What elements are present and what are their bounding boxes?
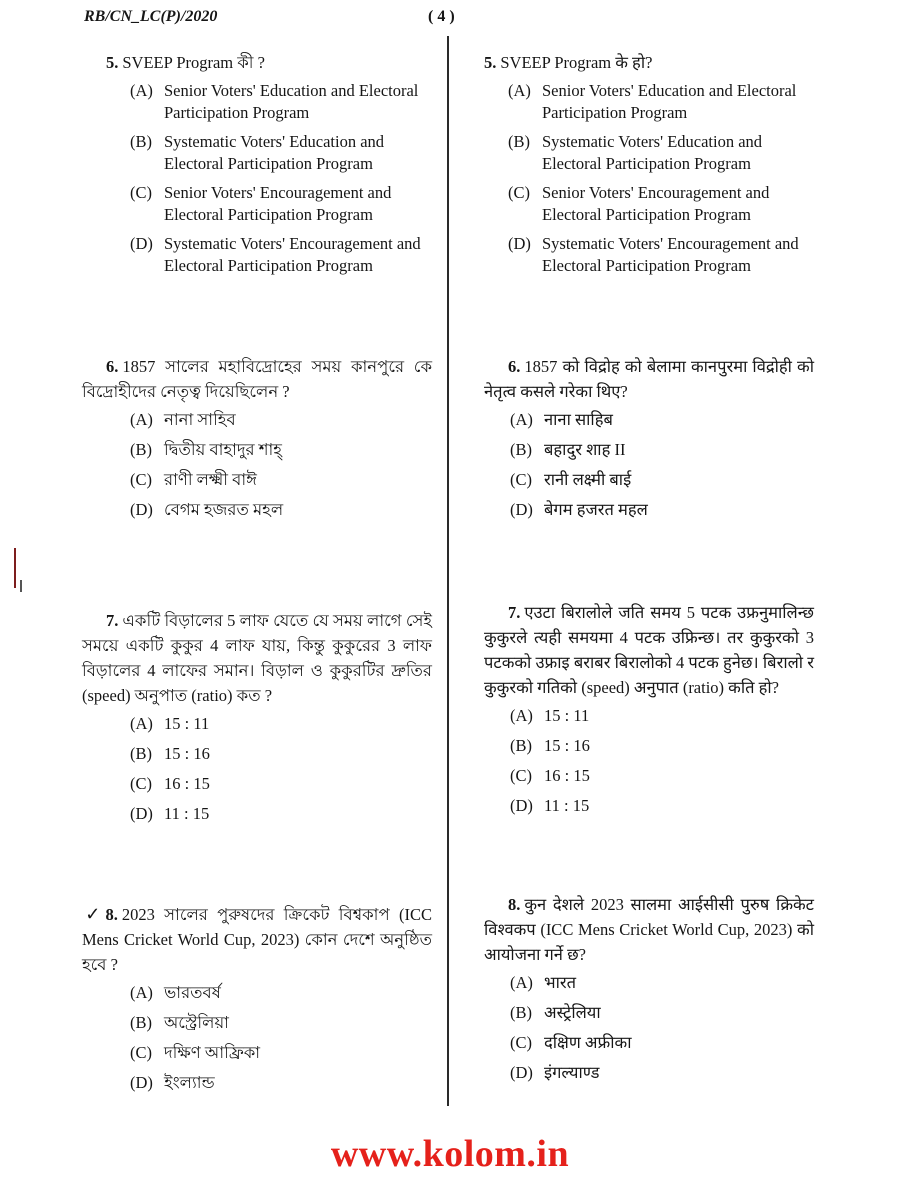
question-8-nepali bbox=[484, 892, 814, 1092]
option-label: (B) bbox=[130, 1013, 152, 1032]
question-7-nepali bbox=[484, 600, 814, 825]
question-text: একটি বিড়ালের 5 লাফ যেতে যে সময় লাগে সেই সময়ে একটি কুকুর 4 লাফ যায়, কিন্তু কুকুরের 3 লাফ বিড়ালের 4 লাফের সমান। বিড়াল ও কুকুরটির দ্রুতির (speed) অনুপাত (ratio) কত ? bbox=[82, 611, 432, 705]
question-text: 2023 সালের পুরুষদের ক্রিকেট বিশ্বকাপ (ICC Mens Cricket World Cup, 2023) কোন দেশে অনুষ্ঠিত হবে ? bbox=[82, 905, 432, 974]
option-text: इंगल्याण्ड bbox=[544, 1063, 600, 1082]
option-a bbox=[510, 972, 814, 994]
option-text: Systematic Voters' Education and Electoral Participation Program bbox=[542, 132, 763, 173]
option-text: रानी लक्ष्मी बाई bbox=[544, 470, 632, 489]
option-d bbox=[510, 795, 814, 817]
option-label: (C) bbox=[510, 470, 532, 489]
page-header bbox=[0, 4, 900, 34]
option-label: (A) bbox=[130, 983, 153, 1002]
option-text: দক্ষিণ আফ্রিকা bbox=[164, 1043, 261, 1062]
option-d bbox=[510, 499, 814, 521]
option-text: Senior Voters' Encouragement and Electoral Participation Program bbox=[164, 183, 392, 224]
question-5-nepali bbox=[484, 50, 814, 284]
question-5-bengali bbox=[82, 50, 432, 284]
options-list bbox=[484, 705, 814, 817]
option-label: (C) bbox=[130, 183, 152, 202]
option-text: রাণী লক্ষ্মী বাঈ bbox=[164, 470, 257, 489]
option-c bbox=[510, 469, 814, 491]
option-a bbox=[510, 705, 814, 727]
question-text: SVEEP Program কী ? bbox=[122, 53, 265, 72]
option-a bbox=[130, 713, 432, 735]
option-a bbox=[130, 982, 432, 1004]
option-label: (A) bbox=[508, 81, 531, 100]
option-label: (B) bbox=[510, 1003, 532, 1022]
question-number: 8. bbox=[105, 905, 118, 924]
option-a bbox=[508, 80, 814, 124]
question-8-bengali bbox=[82, 902, 432, 1102]
option-text: 15 : 11 bbox=[164, 714, 210, 733]
option-a bbox=[510, 409, 814, 431]
question-6-nepali bbox=[484, 354, 814, 529]
option-text: 16 : 15 bbox=[164, 774, 210, 793]
option-text: ইংল্যান্ড bbox=[164, 1073, 215, 1092]
option-label: (D) bbox=[510, 500, 533, 519]
option-d bbox=[510, 1062, 814, 1084]
option-b bbox=[130, 131, 432, 175]
option-label: (C) bbox=[510, 766, 532, 785]
question-number: 5. bbox=[106, 53, 119, 72]
option-label: (B) bbox=[130, 440, 152, 459]
option-c bbox=[508, 182, 814, 226]
option-label: (C) bbox=[510, 1033, 532, 1052]
option-text: 16 : 15 bbox=[544, 766, 590, 785]
option-text: बेगम हजरत महल bbox=[544, 500, 648, 519]
option-label: (C) bbox=[130, 470, 152, 489]
option-label: (A) bbox=[510, 973, 533, 992]
option-label: (B) bbox=[508, 132, 530, 151]
option-label: (A) bbox=[130, 714, 153, 733]
option-b bbox=[130, 1012, 432, 1034]
question-text: एउटा बिरालोले जति समय 5 पटक उफ्रनुमालिन्छ कुकुरले त्यही समयमा 4 पटक उफ्रिन्छ। तर कुकुरको 3 पटकको उफ्राइ बराबर बिरालोको 4 पटक हुनेछ। बिरालो र कुकुरको गतिको (speed) अनुपात (ratio) कति हो? bbox=[484, 603, 814, 697]
option-c bbox=[130, 182, 432, 226]
option-label: (B) bbox=[510, 736, 532, 755]
option-b bbox=[508, 131, 814, 175]
option-c bbox=[510, 765, 814, 787]
nepali-column bbox=[484, 40, 814, 1110]
option-text: 11 : 15 bbox=[164, 804, 210, 823]
question-text: SVEEP Program के हो? bbox=[500, 53, 653, 72]
option-text: Senior Voters' Education and Electoral Participation Program bbox=[542, 81, 797, 122]
check-mark-icon: ✓ bbox=[80, 904, 106, 924]
options-list bbox=[82, 80, 432, 277]
option-label: (A) bbox=[130, 410, 153, 429]
question-text: कुन देशले 2023 सालमा आईसीसी पुरुष क्रिकेट विश्वकप (ICC Mens Cricket World Cup, 2023) को आयोजना गर्ने छ? bbox=[484, 895, 814, 964]
option-text: নানা সাহিব bbox=[164, 410, 236, 429]
question-number: 6. bbox=[508, 357, 521, 376]
options-list bbox=[484, 80, 814, 277]
question-number: 7. bbox=[106, 611, 119, 630]
option-text: দ্বিতীয় বাহাদুর শাহ্‌ bbox=[164, 440, 282, 459]
option-b bbox=[510, 439, 814, 461]
option-c bbox=[130, 469, 432, 491]
option-d bbox=[130, 499, 432, 521]
option-text: ভারতবর্ষ bbox=[164, 983, 221, 1002]
options-list bbox=[484, 972, 814, 1084]
option-label: (C) bbox=[130, 774, 152, 793]
options-list bbox=[82, 982, 432, 1094]
option-label: (D) bbox=[130, 234, 153, 253]
option-b bbox=[130, 743, 432, 765]
option-b bbox=[510, 1002, 814, 1024]
option-label: (B) bbox=[130, 744, 152, 763]
option-text: Senior Voters' Encouragement and Electoral Participation Program bbox=[542, 183, 770, 224]
question-text: 1857 সালের মহাবিদ্রোহের সময় কানপুরে কে বিদ্রোহীদের নেতৃত্ব দিয়েছিলেন ? bbox=[82, 357, 432, 401]
option-label: (A) bbox=[510, 410, 533, 429]
question-7-bengali bbox=[82, 608, 432, 833]
option-text: Systematic Voters' Encouragement and Electoral Participation Program bbox=[164, 234, 421, 275]
question-number: 6. bbox=[106, 357, 119, 376]
option-c bbox=[130, 773, 432, 795]
option-text: 15 : 11 bbox=[544, 706, 590, 725]
options-list bbox=[82, 713, 432, 825]
paper-code: RB/CN_LC(P)/2020 bbox=[84, 8, 218, 25]
option-d bbox=[130, 803, 432, 825]
question-6-bengali bbox=[82, 354, 432, 529]
option-a bbox=[130, 409, 432, 431]
option-text: नाना साहिब bbox=[544, 410, 613, 429]
watermark-url: www.kolom.in bbox=[330, 1133, 570, 1175]
option-text: Systematic Voters' Education and Electoral Participation Program bbox=[164, 132, 385, 173]
options-list bbox=[82, 409, 432, 521]
option-label: (B) bbox=[130, 132, 152, 151]
option-text: অস্ট্রেলিয়া bbox=[164, 1013, 229, 1032]
question-number: 7. bbox=[508, 603, 521, 622]
question-number: 8. bbox=[508, 895, 521, 914]
option-text: दक्षिण अफ्रीका bbox=[544, 1033, 632, 1052]
option-c bbox=[130, 1042, 432, 1064]
option-text: 11 : 15 bbox=[544, 796, 590, 815]
option-label: (D) bbox=[508, 234, 531, 253]
option-d bbox=[508, 233, 814, 277]
option-text: भारत bbox=[544, 973, 577, 992]
option-label: (D) bbox=[130, 804, 153, 823]
page-number: ( 4 ) bbox=[428, 8, 455, 25]
option-text: अस्ट्रेलिया bbox=[544, 1003, 601, 1022]
option-text: 15 : 16 bbox=[164, 744, 210, 763]
margin-mark bbox=[20, 580, 22, 592]
option-label: (D) bbox=[130, 1073, 153, 1092]
question-text: 1857 को विद्रोह को बेलामा कानपुरमा विद्रोही को नेतृत्व कसले गरेका थिए? bbox=[484, 357, 814, 401]
bengali-column bbox=[82, 40, 432, 1110]
option-text: Senior Voters' Education and Electoral Participation Program bbox=[164, 81, 419, 122]
option-label: (D) bbox=[510, 796, 533, 815]
option-label: (B) bbox=[510, 440, 532, 459]
option-text: 15 : 16 bbox=[544, 736, 590, 755]
option-text: বেগম হজরত মহল bbox=[164, 500, 284, 519]
option-label: (C) bbox=[130, 1043, 152, 1062]
option-d bbox=[130, 233, 432, 277]
option-d bbox=[130, 1072, 432, 1094]
option-a bbox=[130, 80, 432, 124]
margin-mark bbox=[14, 548, 16, 588]
question-number: 5. bbox=[484, 53, 497, 72]
option-b bbox=[510, 735, 814, 757]
options-list bbox=[484, 409, 814, 521]
column-divider bbox=[447, 36, 449, 1106]
option-label: (A) bbox=[130, 81, 153, 100]
option-label: (D) bbox=[510, 1063, 533, 1082]
option-c bbox=[510, 1032, 814, 1054]
option-label: (A) bbox=[510, 706, 533, 725]
option-label: (C) bbox=[508, 183, 530, 202]
option-label: (D) bbox=[130, 500, 153, 519]
option-b bbox=[130, 439, 432, 461]
option-text: बहादुर शाह II bbox=[544, 440, 626, 459]
option-text: Systematic Voters' Encouragement and Electoral Participation Program bbox=[542, 234, 799, 275]
